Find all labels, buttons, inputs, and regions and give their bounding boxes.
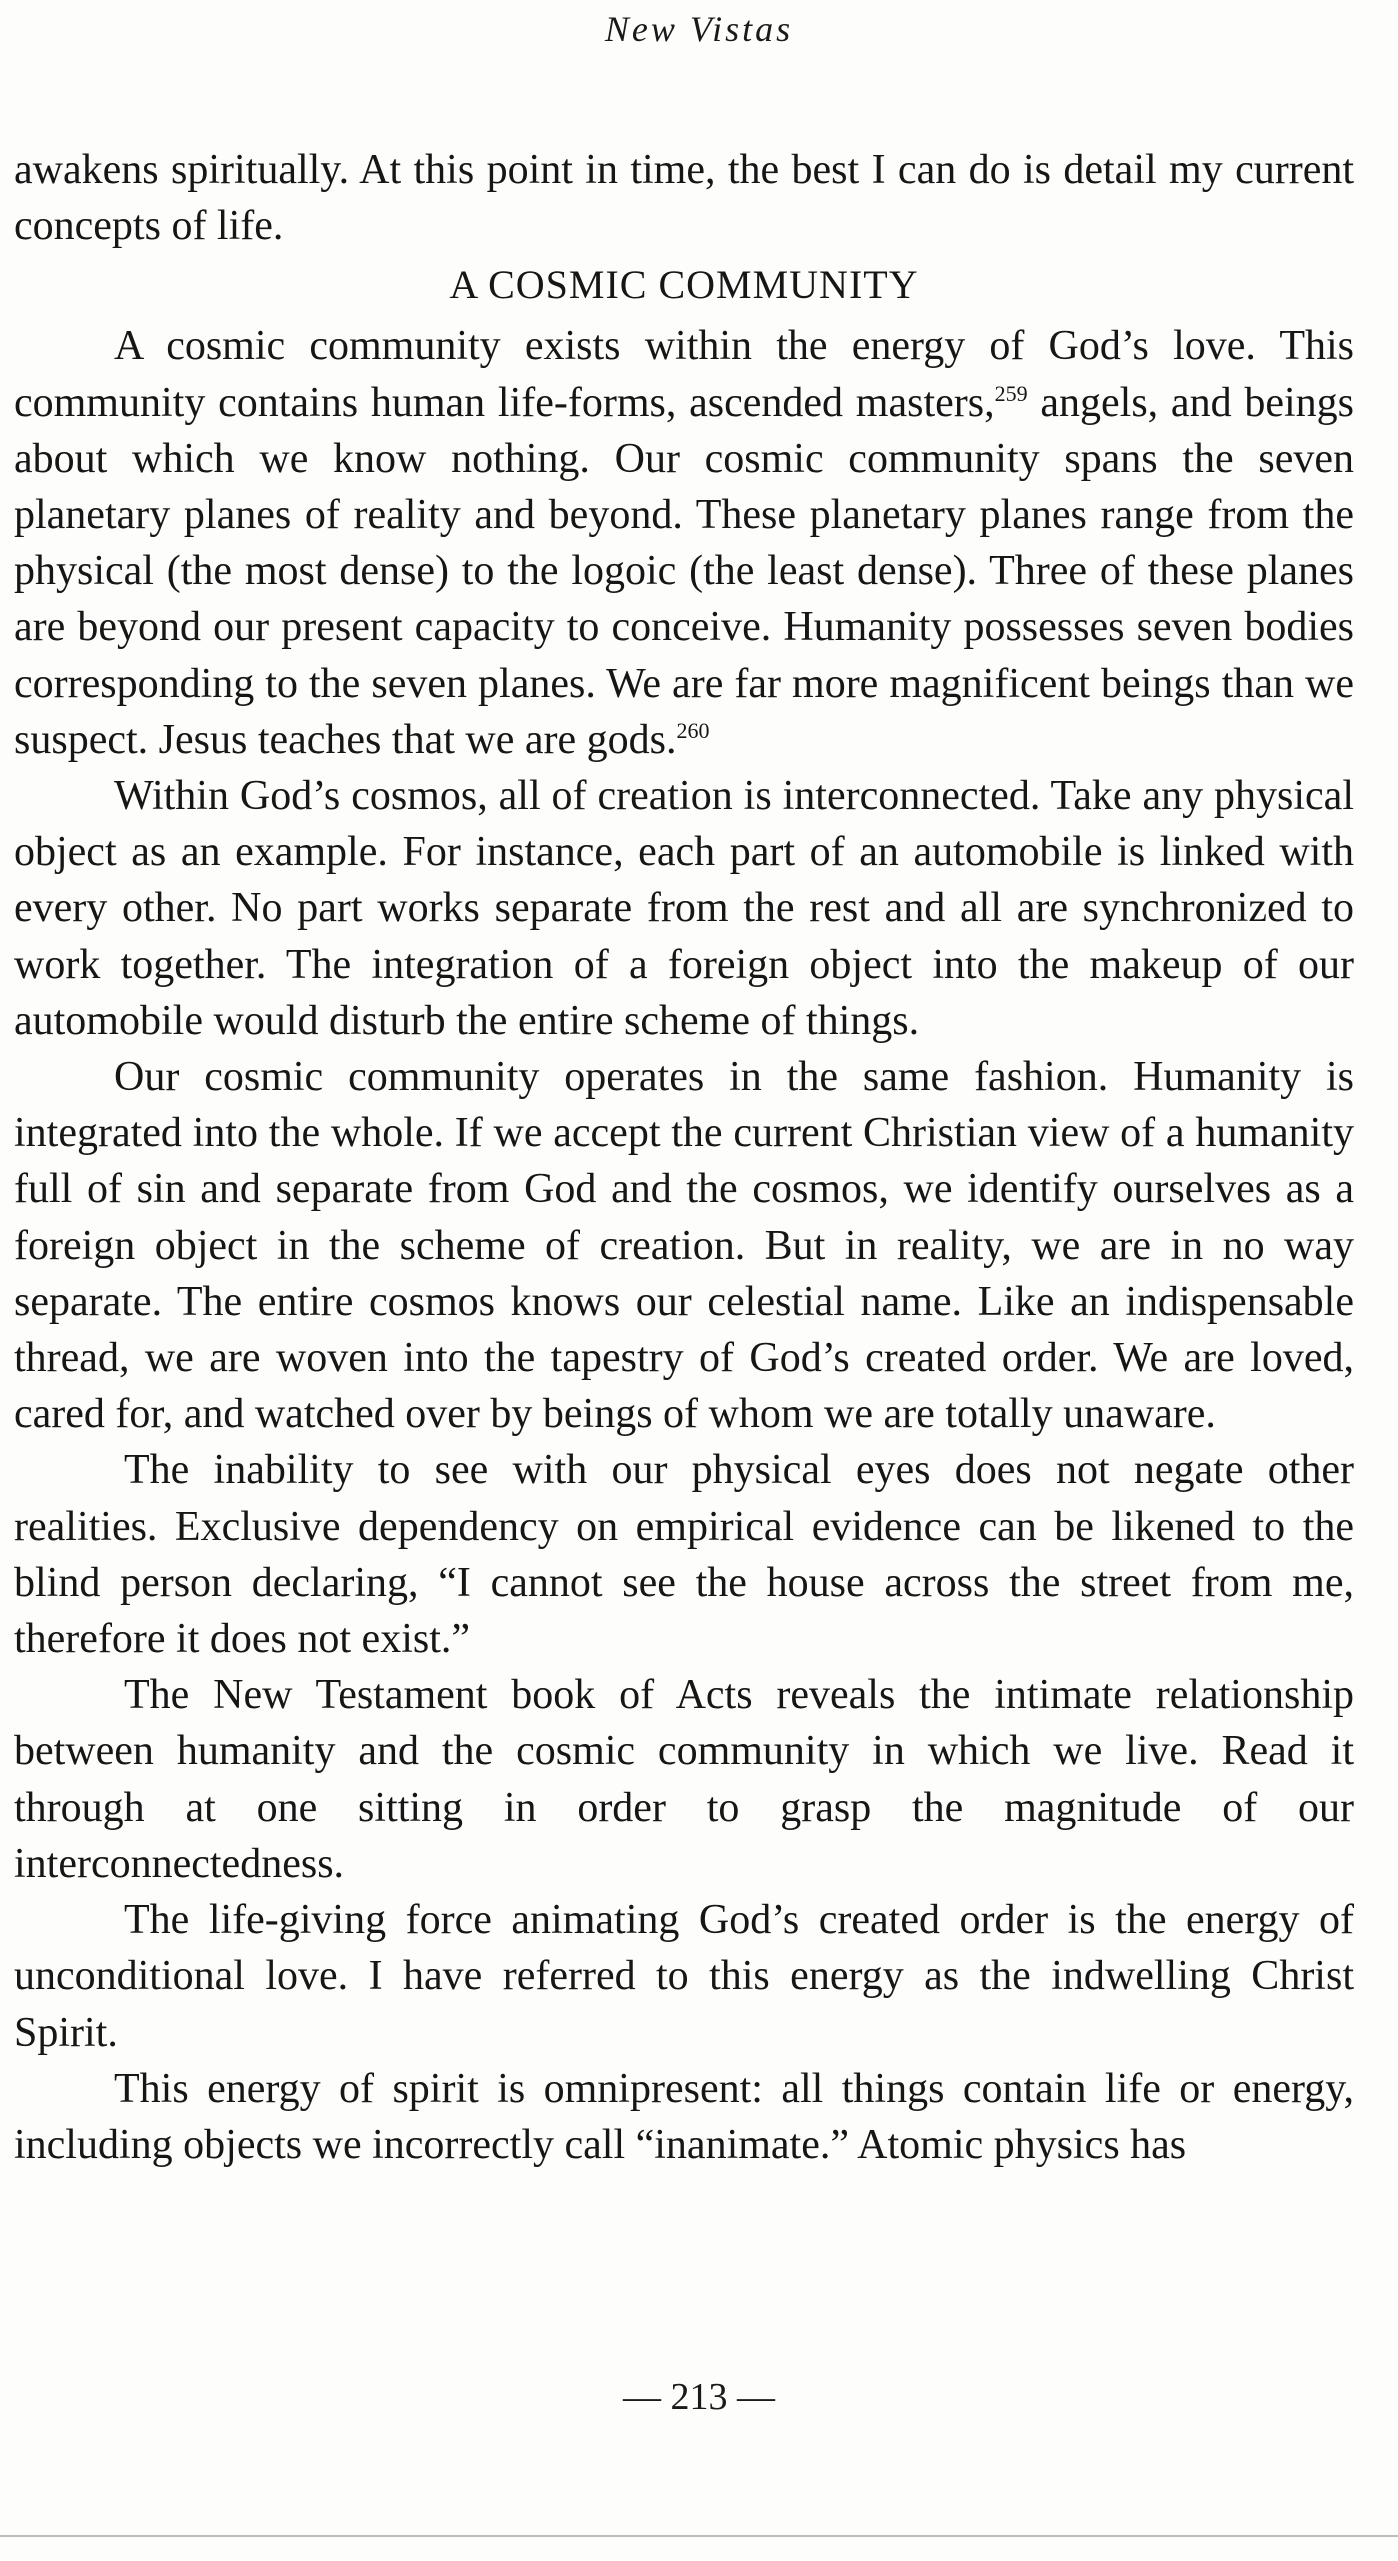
paragraph-cosmic-community: [14, 318, 1354, 768]
paragraph-text: A cosmic community exists within the energy of God’s love. This community contains human life-forms, ascended masters,: [14, 323, 1354, 426]
paragraph-text: angels, and beings about which we know nothing. Our cosmic community spans the seven planetary planes of reality and beyond. These planetary planes range from the physical (the most dense) to the logoic (the least dense). Three of these planes are beyond our present capacity to conceive. Humanity possesses seven bodies corresponding to the seven planes. We are far more magnificent beings than we suspect. Jesus teaches that we are gods.: [14, 379, 1354, 763]
paragraph-interconnected: Within God’s cosmos, all of creation is interconnected. Take any physical object as an example. For instance, each part of an automobile is linked with every other. No part works separate from the rest and all are synchronized to work together. The integration of a foreign object into the makeup of our automobile would disturb the entire scheme of things.: [14, 773, 1354, 1044]
paragraph-omnipresent: This energy of spirit is omnipresent: all things contain life or energy, including objects we incorrectly call “inanimate.” Atomic physics has: [14, 2065, 1354, 2168]
paragraph-same-fashion: Our cosmic community operates in the same fashion. Humanity is integrated into the whole. If we accept the current Christian view of a humanity full of sin and separate from God and the cosmos, we identify ourselves as a foreign object in the scheme of creation. But in reality, we are in no way separate. The entire cosmos knows our celestial name. Like an indispensable thread, we are woven into the tapestry of God’s created order. We are loved, cared for, and watched over by beings of whom we are totally unaware.: [14, 1054, 1354, 1438]
footnote-marker[interactable]: 259: [994, 380, 1028, 406]
paragraph-physical-eyes: The inability to see with our physical eyes does not negate other realities. Exclusive dependency on empirical evidence can be likened to the blind person declaring, “I cannot see the house across the street from me, therefore it does not exist.”: [14, 1447, 1354, 1663]
page-number: — 213 —: [623, 2376, 775, 2418]
section-heading: A COSMIC COMMUNITY: [449, 262, 919, 308]
paragraph-continued: awakens spiritually. At this point in time, the best I can do is detail my current concepts of life.: [14, 147, 1354, 250]
paragraph-book-of-acts: The New Testament book of Acts reveals the intimate relationship between humanity and the cosmic community in which we live. Read it through at one sitting in order to grasp the magnitude of our interconnectedness.: [14, 1672, 1354, 1887]
running-head: New Vistas: [604, 9, 794, 49]
page-edge-divider: [0, 2535, 1398, 2537]
footnote-marker[interactable]: 260: [676, 717, 710, 743]
body-text: [14, 142, 1354, 2173]
paragraph-life-giving-force: The life-giving force animating God’s created order is the energy of unconditional love. I have referred to this energy as the indwelling Christ Spirit.: [14, 1897, 1354, 2056]
